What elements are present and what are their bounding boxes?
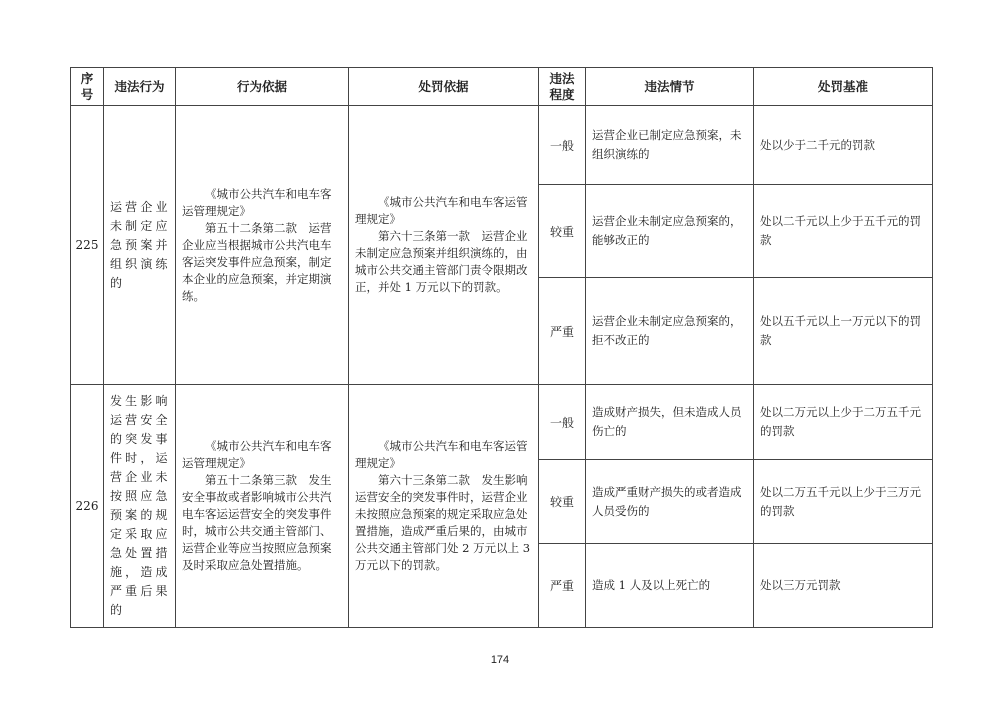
header-standard: 处罚基准 — [754, 68, 933, 106]
violation-detail: 造成财产损失，但未造成人员伤亡的 — [586, 385, 754, 460]
basis-title: 《城市公共汽车和电车客运管理规定》 — [182, 439, 332, 470]
header-detail: 违法情节 — [586, 68, 754, 106]
behavior-basis — [176, 106, 349, 385]
page-number: 174 — [490, 654, 510, 666]
table-row — [71, 106, 933, 185]
basis-text: 第五十二条第二款 运营企业应当根据城市公共汽电车客运突发事件应急预案，制定本企业的应急预案，并定期演练。 — [182, 220, 332, 303]
table-header-row — [71, 68, 933, 106]
violation-detail: 造成严重财产损失的或者造成人员受伤的 — [586, 460, 754, 544]
violation-detail: 运营企业已制定应急预案，未组织演练的 — [586, 106, 754, 185]
penalty-basis — [349, 106, 539, 385]
header-penalty-basis: 处罚依据 — [349, 68, 539, 106]
penalty-text: 第六十三条第一款 运营企业未制定应急预案并组织演练的，由城市公共交通主管部门责令限期改正，并处 1 万元以下的罚款。 — [355, 229, 528, 294]
row-number: 225 — [71, 106, 104, 385]
severity-level: 严重 — [539, 278, 586, 385]
basis-title: 《城市公共汽车和电车客运管理规定》 — [182, 186, 332, 218]
violation-act: 发生影响运营安全的突发事件时，运营企业未按照应急预案的规定采取应急处置措施，造成严重后果的 — [104, 385, 176, 628]
penalty-standard: 处以少于二千元的罚款 — [754, 106, 933, 185]
header-level: 违法程度 — [539, 68, 586, 106]
severity-level: 严重 — [539, 544, 586, 628]
penalty-title: 《城市公共汽车和电车客运管理规定》 — [355, 195, 528, 226]
penalty-standard: 处以五千元以上一万元以下的罚款 — [754, 278, 933, 385]
header-no: 序号 — [71, 68, 104, 106]
row-number: 226 — [71, 385, 104, 628]
penalty-basis — [349, 385, 539, 628]
violation-detail: 运营企业未制定应急预案的，能够改正的 — [586, 185, 754, 278]
penalty-text: 第六十三条第二款 发生影响运营安全的突发事件时，运营企业未按照应急预案的规定采取应急处置措施，造成严重后果的，由城市公共交通主管部门处 2 万元以上 3 万元以下的罚款。 — [355, 473, 531, 572]
penalty-standard: 处以二万元以上少于二万五千元的罚款 — [754, 385, 933, 460]
header-basis: 行为依据 — [176, 68, 349, 106]
penalty-title: 《城市公共汽车和电车客运管理规定》 — [355, 439, 528, 470]
header-act: 违法行为 — [104, 68, 176, 106]
behavior-basis — [176, 385, 349, 628]
severity-level: 较重 — [539, 460, 586, 544]
table-row — [71, 385, 933, 460]
violation-detail: 运营企业未制定应急预案的，拒不改正的 — [586, 278, 754, 385]
violation-act: 运营企业未制定应急预案并组织演练的 — [104, 106, 176, 385]
penalty-standard: 处以二千元以上少于五千元的罚款 — [754, 185, 933, 278]
penalty-standard: 处以二万五千元以上少于三万元的罚款 — [754, 460, 933, 544]
severity-level: 较重 — [539, 185, 586, 278]
severity-level: 一般 — [539, 385, 586, 460]
severity-level: 一般 — [539, 106, 586, 185]
penalty-standards-table — [70, 67, 933, 628]
basis-text: 第五十二条第三款 发生安全事故或者影响城市公共汽电车客运运营安全的突发事件时，城市公共交通主管部门、运营企业等应当按照应急预案及时采取应急处置措施。 — [182, 473, 332, 572]
violation-detail: 造成 1 人及以上死亡的 — [586, 544, 754, 628]
penalty-standard: 处以三万元罚款 — [754, 544, 933, 628]
